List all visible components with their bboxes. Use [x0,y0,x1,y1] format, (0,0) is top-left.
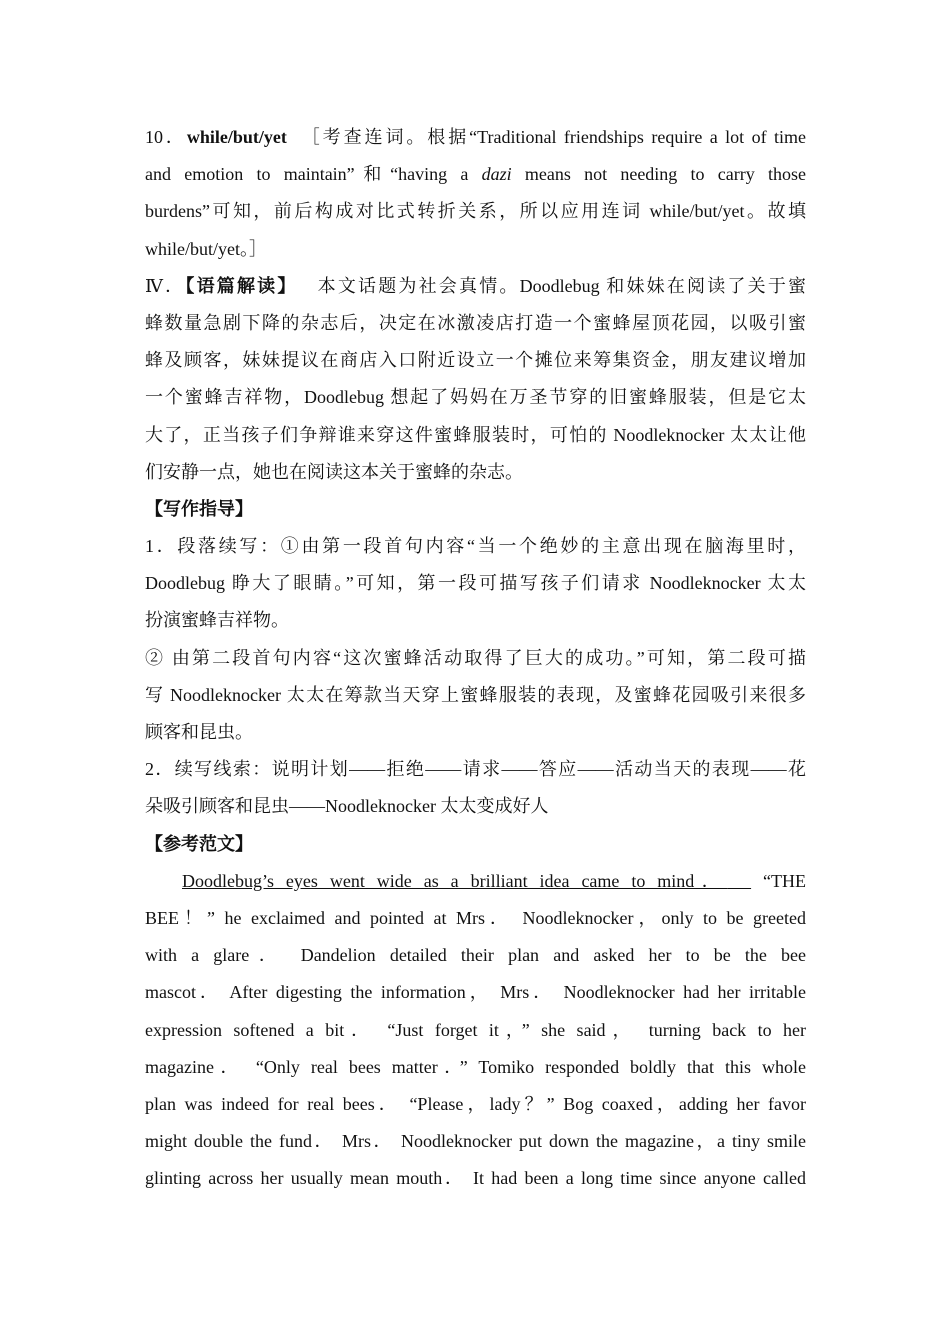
sample-line-9: glinting across her usually mean mouth． It had been a long time since anyone called [145,1168,806,1189]
sec4-line-1 [145,268,806,305]
guide-line-7: 2．续写线索：说明计划——拒绝——请求——答应——活动当天的表现——花 [145,759,806,780]
sample-heading: 【参考范文】 [145,833,253,854]
q10-number: 10． [145,127,187,147]
sample-line-6: magazine． “Only real bees matter．” Tomiko responded boldly that this whole [145,1056,806,1077]
guide-line-1: 1．段落续写：①由第一段首句内容“当一个绝妙的主意出现在脑海里时， [145,536,806,557]
guide-line-8: 朵吸引顾客和昆虫——Noodleknocker 太太变成好人 [145,796,549,817]
guide-heading: 【写作指导】 [145,498,253,519]
sec4-line-6: 们安静一点，她也在阅读这本关于蜜蜂的杂志。 [145,461,523,482]
q10-explanation-1: ［考查连词。根据“Traditional friendships require a lot of time [301,127,806,147]
q10-italic-dazi: dazi [481,164,512,185]
q10-line-3: burdens”可知，前后构成对比式转折关系，所以应用连词 while/but/yet。故填 [145,201,806,222]
sample-line-2: BEE！” he exclaimed and pointed at Mrs． Noodleknocker，only to be greeted [145,907,806,928]
sec4-line-5: 大了，正当孩子们争辩谁来穿这件蜜蜂服装时，可怕的 Noodleknocker 太太让他 [145,424,806,445]
sample-line-4: mascot． After digesting the information， Mrs． Noodleknocker had her irritable [145,982,806,1003]
guide-line-4: ② 由第二段首句内容“这次蜜蜂活动取得了巨大的成功。”可知，第二段可描 [145,647,806,668]
sample-underlined-opening: Doodlebug’s eyes went wide as a brilliant idea came to mind． [182,870,728,891]
sec4-label: 【语篇解读】 [185,275,298,296]
sample-line-8: might double the fund． Mrs． Noodleknocker put down the magazine，a tiny smile [145,1131,806,1152]
sample-line-3: with a glare． Dandelion detailed their plan and asked her to be the bee [145,945,806,966]
document-page [145,119,806,1197]
guide-line-3: 扮演蜜蜂吉祥物。 [145,610,289,631]
q10-explanation-2b: means not needing to carry those [511,164,806,185]
sec4-numeral: Ⅳ． [145,275,186,296]
sec4-line-4: 一个蜜蜂吉祥物，Doodlebug 想起了妈妈在万圣节穿的旧蜜蜂服装，但是它太 [145,387,806,408]
sample-line-5: expression softened a bit． “Just forget it，” she said， turning back to her [145,1019,806,1040]
sec4-line-3: 蜂及顾客，妹妹提议在商店入口附近设立一个摊位来筹集资金，朋友建议增加 [145,350,806,371]
sample-line-1-rest: “THE [763,870,807,891]
q10-line-2 [145,156,806,193]
q10-line-4: while/but/yet。］ [145,238,267,259]
guide-line-6: 顾客和昆虫。 [145,722,253,742]
guide-line-2: Doodlebug 睁大了眼睛。”可知，第一段可描写孩子们请求 Noodleknocker 太太 [145,573,806,594]
q10-answer: while/but/yet [186,127,287,147]
sec4-text-1: 本文话题为社会真情。Doodlebug 和妹妹在阅读了关于蜜 [317,275,807,296]
sample-line-1 [145,863,806,900]
q10-line-1 [145,119,806,156]
sample-line-7: plan was indeed for real bees． “Please，lady？” Bog coaxed，adding her favor [145,1093,806,1114]
guide-line-5: 写 Noodleknocker 太太在筹款当天穿上蜜蜂服装的表现，及蜜蜂花园吸引来很多 [145,684,806,705]
q10-explanation-2a: and emotion to maintain”和“having a [145,164,482,185]
sec4-line-2: 蜂数量急剧下降的杂志后，决定在冰激凌店打造一个蜜蜂屋顶花园，以吸引蜜 [145,312,806,333]
